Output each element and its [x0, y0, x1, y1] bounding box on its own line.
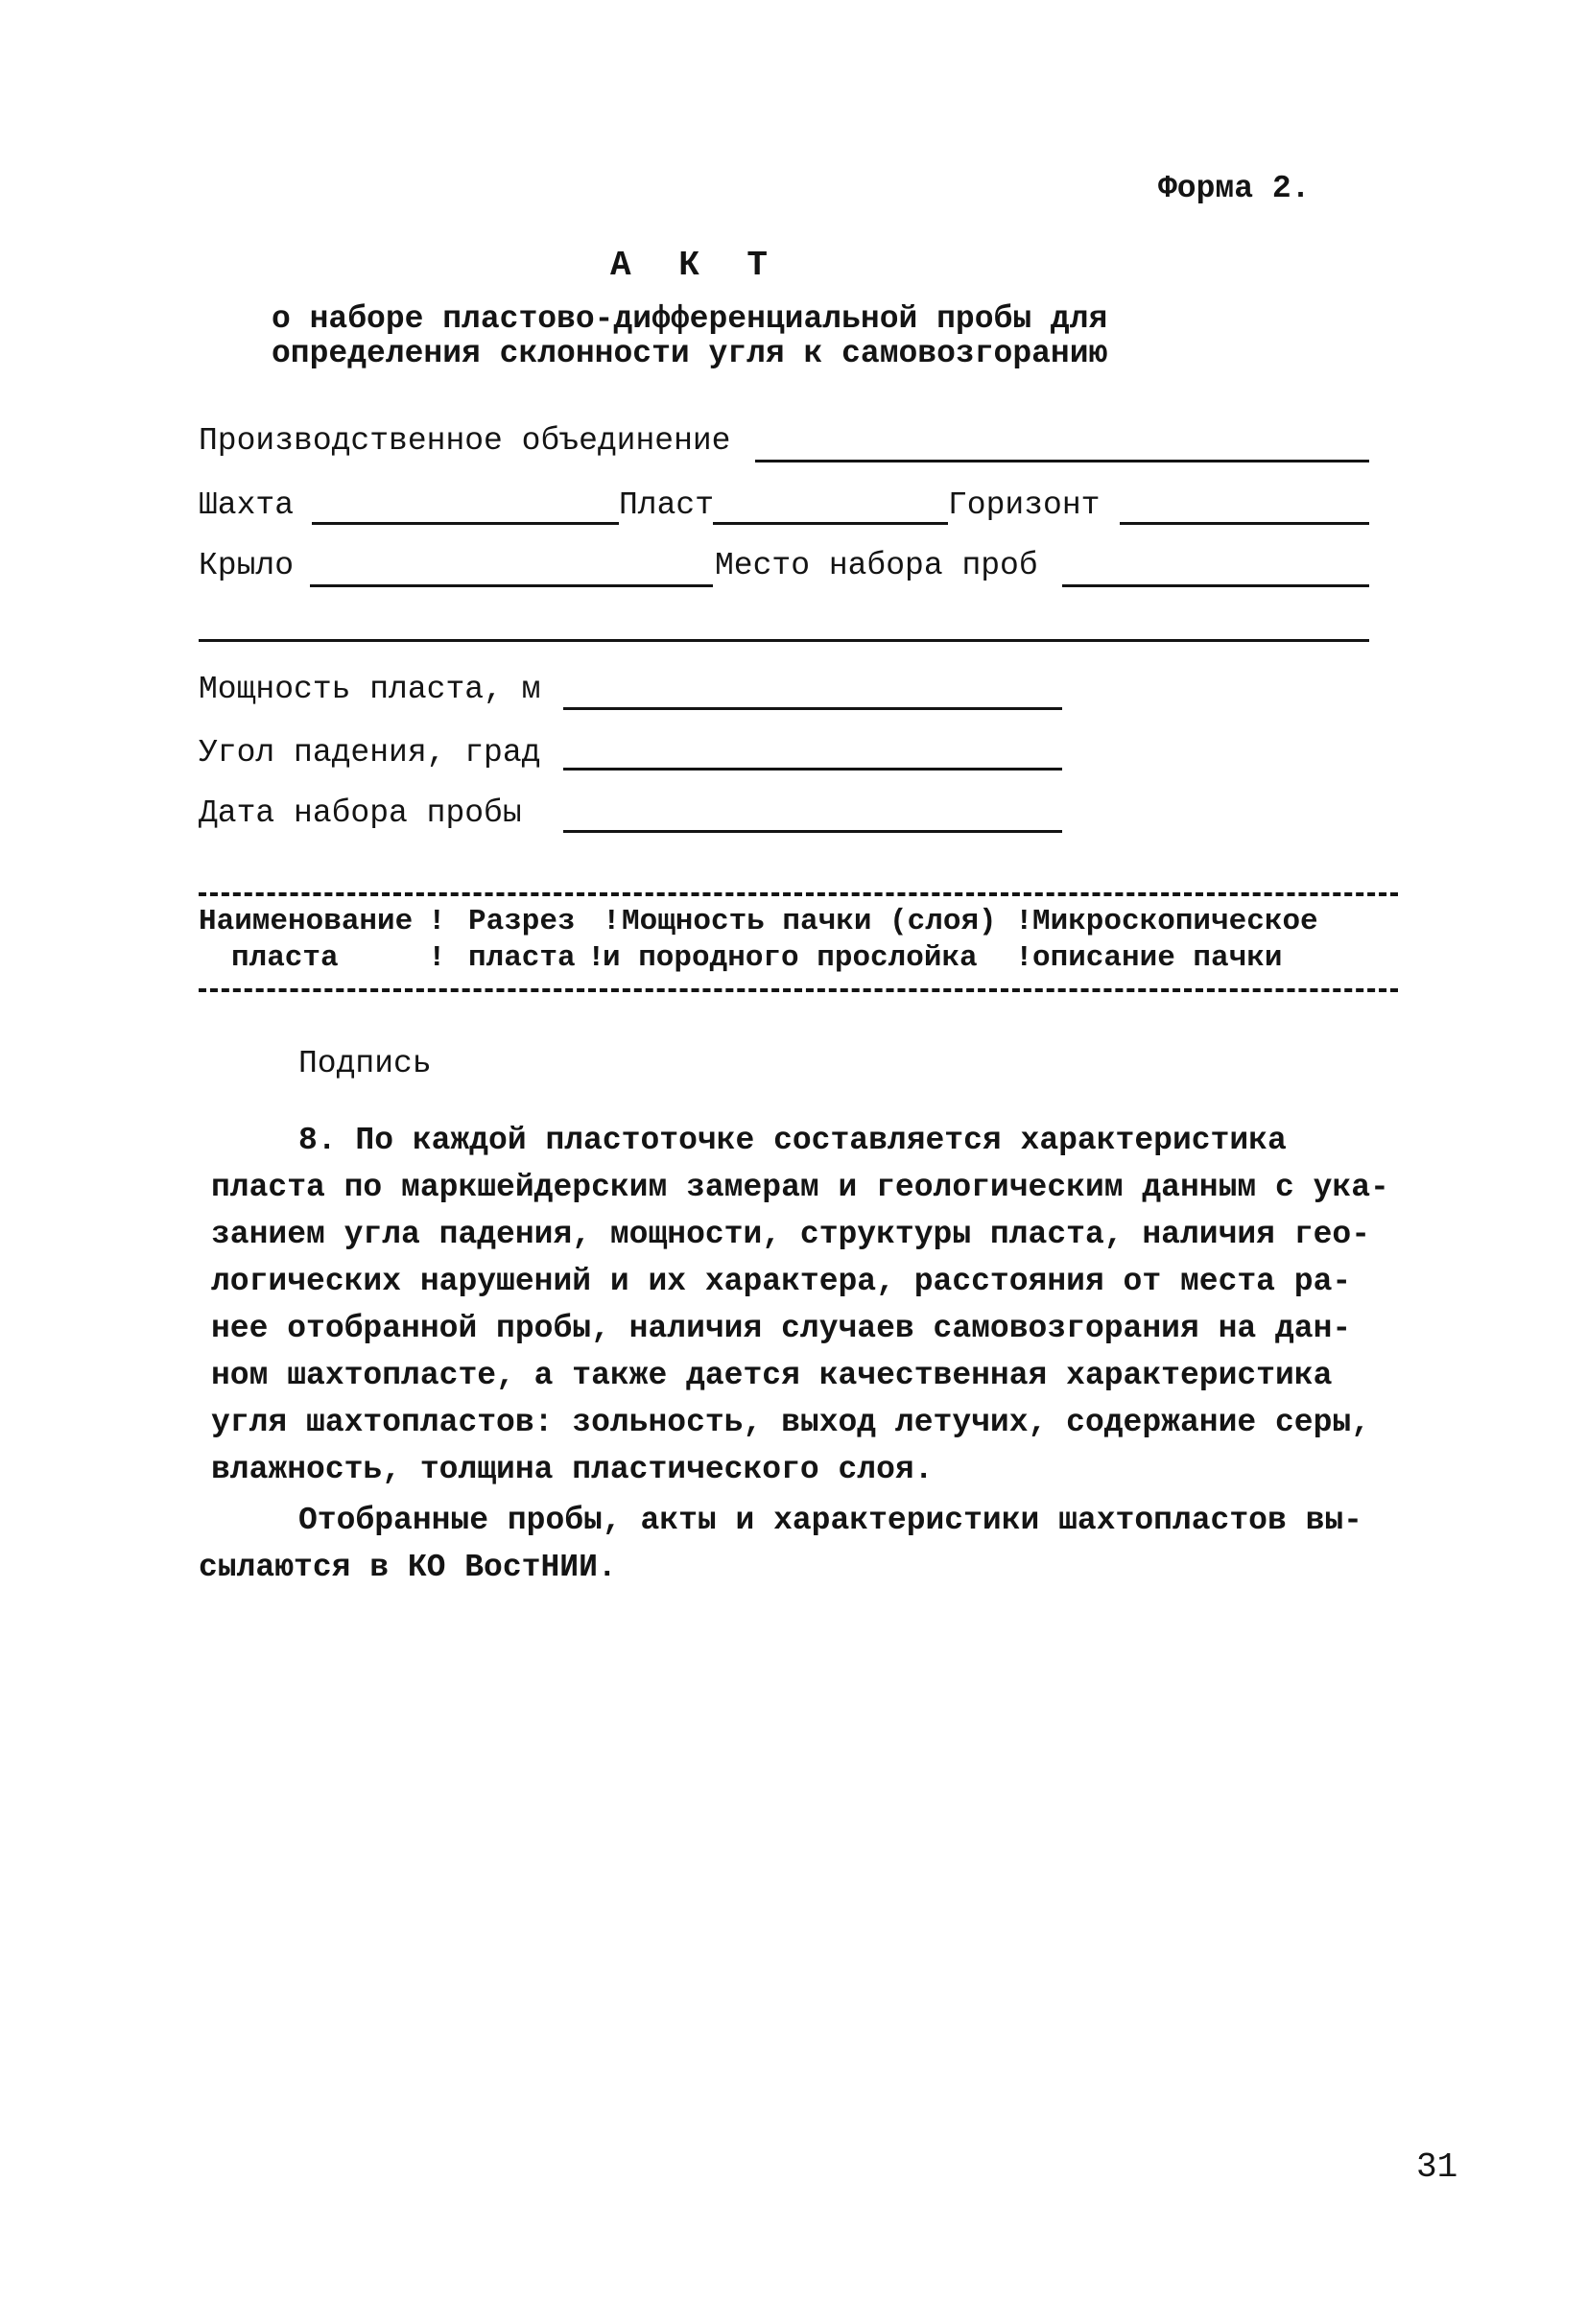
seam-blank: [713, 522, 948, 525]
table-top-rule: [199, 892, 1398, 896]
table-separator: !: [1015, 905, 1033, 938]
table-header-col4-line1: Микроскопическое: [1032, 905, 1318, 938]
thickness-label: Мощность пласта, м: [199, 672, 541, 707]
paragraph-line: угля шахтопластов: зольность, выход летучих, содержание серы,: [211, 1405, 1370, 1440]
subtitle-line-2: определения склонности угля к самовозгоранию: [272, 336, 1108, 371]
table-separator: !: [1015, 941, 1033, 975]
horizon-blank: [1120, 522, 1369, 525]
mine-label: Шахта: [199, 487, 295, 523]
table-separator: !: [603, 905, 621, 938]
table-separator: !: [428, 941, 446, 975]
table-header-col1-line2: пласта: [231, 941, 339, 975]
form-label: Форма 2.: [1158, 171, 1311, 206]
paragraph-line: нее отобранной пробы, наличия случаев самовозгорания на дан-: [211, 1311, 1352, 1346]
paragraph-line: занием угла падения, мощности, структуры пласта, наличия гео-: [211, 1217, 1370, 1252]
table-header-col1-line1: Наименование: [199, 905, 414, 938]
mine-blank: [312, 522, 619, 525]
sampling-date-label: Дата набора пробы: [199, 795, 522, 831]
paragraph-line: Отобранные пробы, акты и характеристики шахтопластов вы-: [298, 1503, 1362, 1538]
table-separator: !: [587, 941, 605, 975]
thickness-blank: [563, 707, 1062, 710]
signature-label: Подпись: [298, 1046, 432, 1081]
paragraph-line: влажность, толщина пластического слоя.: [211, 1452, 934, 1487]
wing-blank: [310, 584, 713, 587]
table-header-col4-line2: описание пачки: [1032, 941, 1283, 975]
table-bottom-rule: [199, 988, 1398, 992]
extra-blank-line: [199, 639, 1369, 642]
paragraph-line: ном шахтопласте, а также дается качественная характеристика: [211, 1358, 1333, 1393]
document-title: А К Т: [609, 246, 782, 285]
paragraph-line: пласта по маркшейдерским замерам и геологическим данным с ука-: [211, 1170, 1389, 1205]
wing-label: Крыло: [199, 548, 295, 583]
table-header-col2-line1: Разрез: [468, 905, 576, 938]
table-header-col3-line1: Мощность пачки (слоя): [622, 905, 997, 938]
sampling-place-label: Место набора проб: [715, 548, 1038, 583]
paragraph-line: сылаются в КО ВостНИИ.: [199, 1550, 617, 1585]
dip-angle-label: Угол падения, град: [199, 735, 541, 771]
subtitle-line-1: о наборе пластово-дифференциальной пробы для: [272, 301, 1108, 337]
sampling-date-blank: [563, 830, 1062, 833]
association-label: Производственное объединение: [199, 423, 731, 459]
sampling-place-blank: [1062, 584, 1369, 587]
seam-label: Пласт: [619, 487, 715, 523]
horizon-label: Горизонт: [948, 487, 1101, 523]
table-header-col2-line2: пласта: [468, 941, 576, 975]
table-header-col3-line2: и породного прослойка: [603, 941, 978, 975]
association-blank: [755, 460, 1369, 462]
page-number: 31: [1416, 2147, 1458, 2187]
dip-angle-blank: [563, 768, 1062, 771]
paragraph-line: 8. По каждой пластоточке составляется характеристика: [298, 1123, 1287, 1158]
paragraph-line: логических нарушений и их характера, расстояния от места ра-: [211, 1264, 1352, 1299]
table-separator: !: [428, 905, 446, 938]
